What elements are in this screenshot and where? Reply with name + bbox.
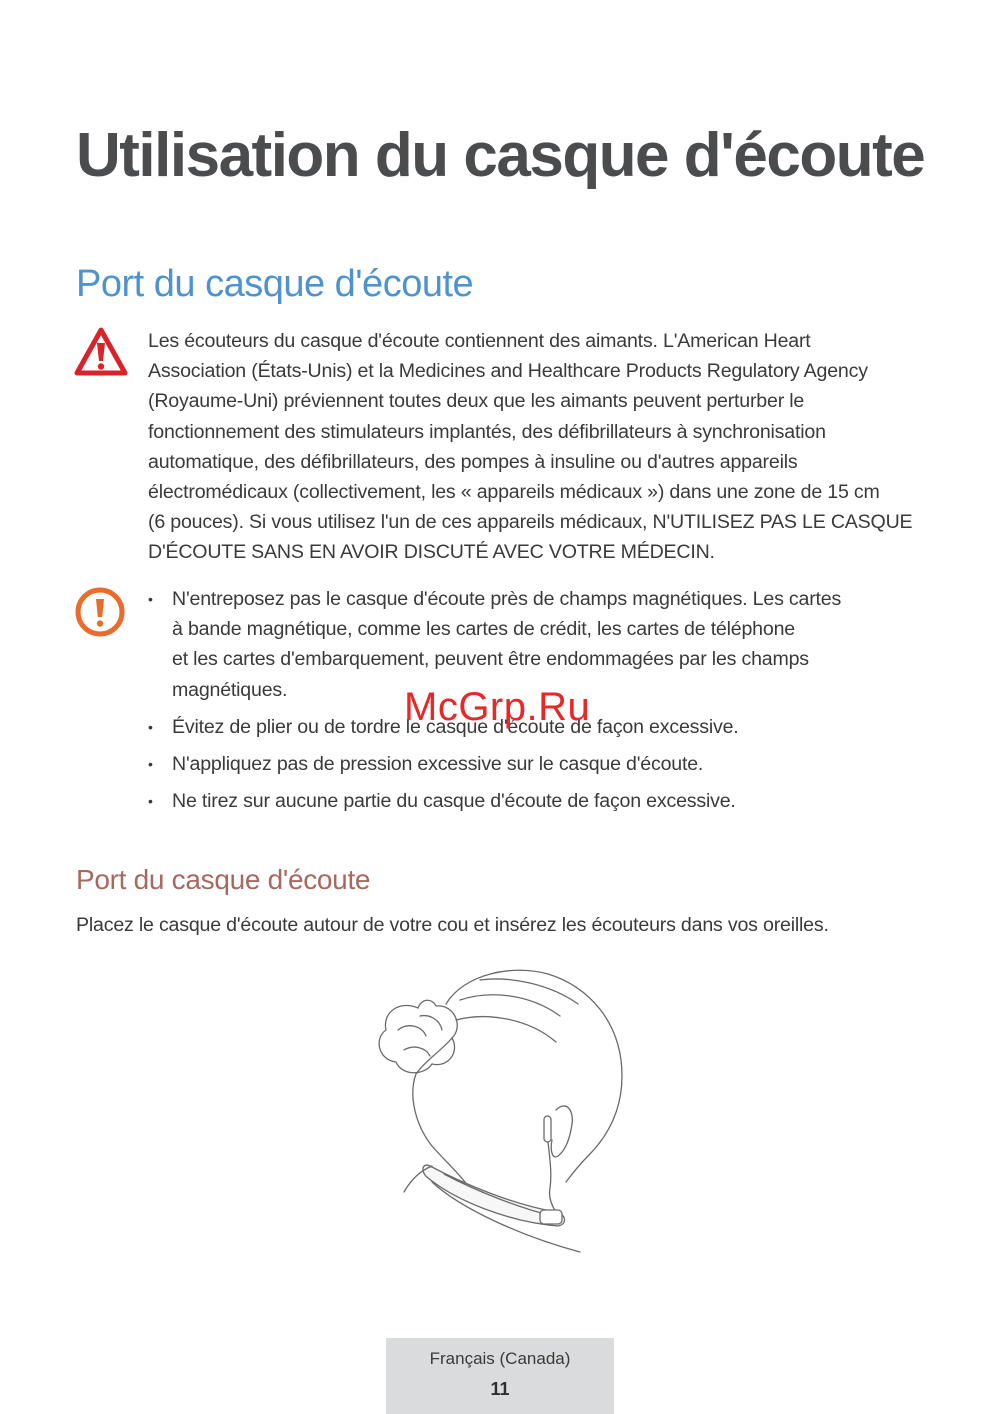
warning-line: fonctionnement des stimulateurs implantés, des défibrillateurs à synchronisation — [148, 420, 826, 443]
bullet: • — [148, 591, 153, 607]
warning-text — [148, 326, 938, 568]
bullet: • — [148, 756, 153, 773]
caution-line: N'entreposez pas le casque d'écoute près de champs magnétiques. Les cartes — [172, 588, 842, 610]
warning-line: D'ÉCOUTE SANS EN AVOIR DISCUTÉ AVEC VOTRE MÉDECIN. — [148, 541, 715, 564]
caution-line: magnétiques. — [172, 678, 288, 701]
caution-line: à bande magnétique, comme les cartes de crédit, les cartes de téléphone — [172, 618, 795, 641]
caution-line: N'appliquez pas de pression excessive sur le casque d'écoute. — [172, 753, 704, 776]
warning-line: Association (États-Unis) et la Medicines and Healthcare Products Regulatory Agency — [148, 360, 868, 383]
headset-wearing-illustration — [360, 960, 640, 1260]
watermark: McGrp.Ru — [404, 685, 591, 729]
caution-line: et les cartes d'embarquement, peuvent être endommagées par les champs — [172, 648, 809, 671]
warning-line: automatique, des défibrillateurs, des pompes à insuline ou d'autres appareils — [148, 450, 798, 473]
warning-line: (Royaume-Uni) préviennent toutes deux que les aimants peuvent perturber le — [148, 390, 805, 413]
bullet: • — [148, 793, 153, 810]
caution-line: Évitez de plier ou de tordre le casque d'écoute de façon excessive. — [172, 715, 739, 738]
warning-line: (6 pouces). Si vous utilisez l'un de ces appareils médicaux, N'UTILISEZ PAS LE CASQUE — [148, 511, 913, 534]
footer — [386, 1338, 614, 1414]
caution-exclamation-icon — [74, 586, 126, 638]
warning-line: Les écouteurs du casque d'écoute contiennent des aimants. L'American Heart — [148, 330, 811, 352]
section-title: Port du casque d'écoute — [76, 263, 474, 305]
list-item — [148, 786, 908, 816]
body-text: Placez le casque d'écoute autour de votre cou et insérez les écouteurs dans vos oreilles. — [76, 914, 829, 936]
page-number: 11 — [490, 1379, 510, 1399]
bullet: • — [148, 718, 153, 735]
warning-triangle-icon — [74, 326, 128, 378]
warning-line: électromédicaux (collectivement, les « appareils médicaux ») dans une zone de 15 cm — [148, 481, 880, 504]
footer-language: Français (Canada) — [429, 1349, 571, 1368]
subsection-title: Port du casque d'écoute — [76, 864, 371, 895]
page-title: Utilisation du casque d'écoute — [76, 121, 925, 190]
list-item — [148, 749, 908, 779]
caution-line: Ne tirez sur aucune partie du casque d'écoute de façon excessive. — [172, 790, 736, 813]
